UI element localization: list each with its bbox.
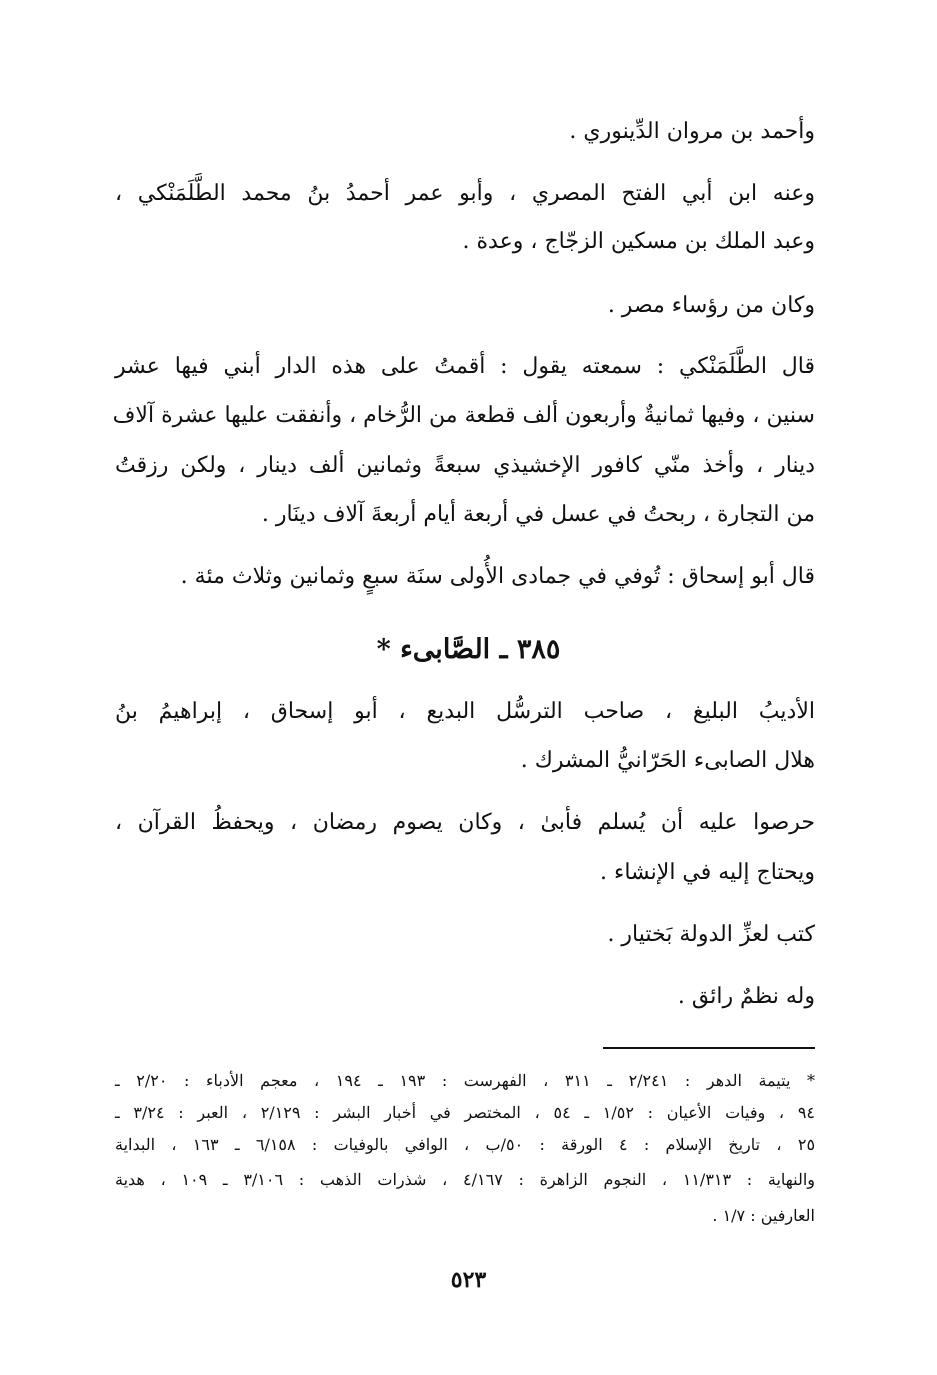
paragraph-line: حرصوا عليه أن يُسلم فأبىٰ ، وكان يصوم رمضان ، ويحفظُ القرآن ، xyxy=(115,810,815,835)
footnote-line: العارفين : ١/٧ . xyxy=(712,1206,815,1225)
paragraph-line: ويحتاج إليه في الإنشاء . xyxy=(599,860,815,885)
footnote-line: * يتيمة الدهر : ٢/٢٤١ ـ ٣١١ ، الفهرست : ١٩٣ ـ ١٩٤ ، معجم الأدباء : ٢/٢٠ ـ xyxy=(115,1071,816,1090)
paragraph-line: قال أبو إسحاق : تُوفي في جمادى الأُولى سنَة سبعٍ وثمانين وثلاث مئة . xyxy=(180,564,815,589)
footnote-line: ٩٤ ، وفيات الأعيان : ١/٥٢ ـ ٥٤ ، المختصر في أخبار البشر : ٢/١٢٩ ، العبر : ٣/٢٤ ـ xyxy=(115,1103,816,1122)
paragraph-line: وكان من رؤساء مصر . xyxy=(607,293,815,318)
footnote-line: والنهاية : ١١/٣١٣ ، النجوم الزاهرة : ٤/١٦٧ ، شذرات الذهب : ٣/١٠٦ ـ ١٠٩ ، هدية xyxy=(115,1170,816,1189)
paragraph-line: سنين ، وفيها ثمانيةٌ وأربعون ألف قطعة من الرُّخام ، وأنفقت عليها عشرة آلاف xyxy=(112,403,815,428)
paragraph-line: هلال الصابىء الحَرّانيُّ المشرك . xyxy=(520,748,815,773)
paragraph-line: وعنه ابن أبي الفتح المصري ، وأبو عمر أحمدُ بنُ محمد الطَّلَمَنْكي ، xyxy=(115,181,815,206)
paragraph-line: قال الطَّلَمَنْكي : سمعته يقول : أقمتُ على هذه الدار أبني فيها عشر xyxy=(115,354,815,379)
paragraph-line: الأديبُ البليغ ، صاحب الترسُّل البديع ، أبو إسحاق ، إبراهيمُ بنُ xyxy=(115,699,815,724)
entry-heading: ٣٨٥ ـ الصَّابىء * xyxy=(376,634,561,665)
paragraph-line: وله نظمٌ رائق . xyxy=(677,984,815,1009)
paragraph-line: وعبد الملك بن مسكين الزجّاج ، وعدة . xyxy=(462,229,815,254)
paragraph-line: كتب لعزِّ الدولة بَختيار . xyxy=(607,922,815,947)
paragraph-line: وأحمد بن مروان الدِّينوري . xyxy=(569,119,815,144)
footnote-separator xyxy=(603,1047,815,1049)
page-number: ٥٢٣ xyxy=(450,1267,487,1293)
footnote-line: ٢٥ ، تاريخ الإسلام : ٤ الورقة : ٥٠/ب ، الوافي بالوفيات : ٦/١٥٨ ـ ١٦٣ ، البداية xyxy=(115,1135,816,1154)
paragraph-line: من التجارة ، ربحتُ في عسل في أربعة أيام أربعةَ آلاف دينَار . xyxy=(261,502,815,527)
paragraph-line: دينار ، وأخذ منّي كافور الإخشيذي سبعةً وثمانين ألف دينار ، ولكن رزقتُ xyxy=(115,453,815,478)
